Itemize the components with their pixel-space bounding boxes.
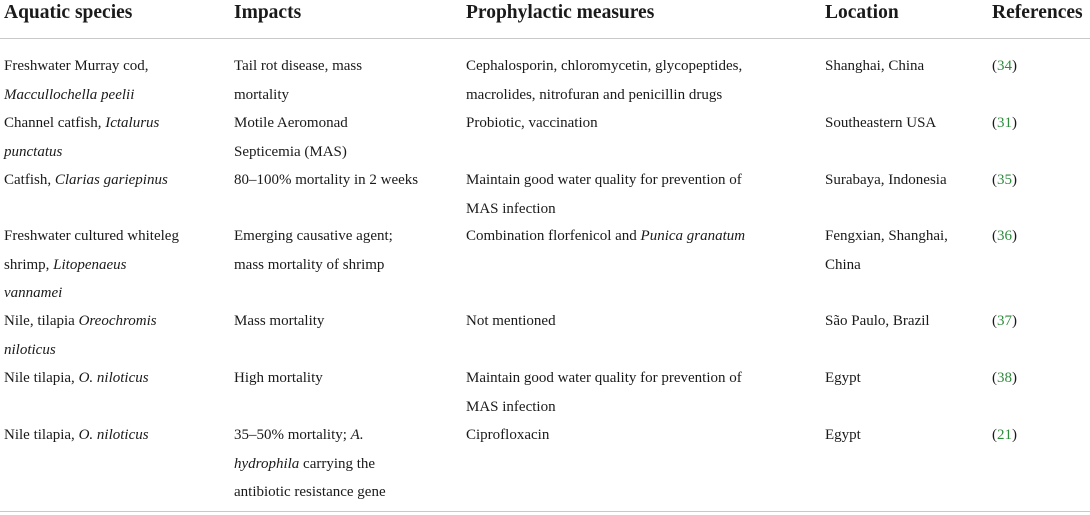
cell-line [825, 307, 930, 336]
cell-measures [466, 364, 742, 421]
cell-species [4, 364, 149, 393]
cell-line [234, 364, 323, 393]
cell-line [4, 138, 159, 167]
cell-location [825, 52, 924, 81]
cell-line [466, 421, 549, 450]
cell-line [4, 279, 179, 308]
cell-line [825, 421, 861, 450]
cell-line [4, 251, 179, 280]
cell-measures [466, 222, 745, 251]
cell-line [825, 222, 948, 251]
italic-text: Clarias gariepinus [54, 172, 168, 188]
cell-line [4, 222, 179, 251]
reference-link[interactable]: 21 [997, 427, 1012, 443]
cell-species [4, 109, 159, 166]
italic-text: Maccullochella peelii [4, 86, 135, 103]
cell-text: Egypt [825, 427, 861, 443]
cell-text: Nile tilapia, [4, 370, 79, 386]
cell-reference: (21) [992, 427, 1017, 443]
cell-line [825, 109, 936, 138]
cell-line [4, 307, 157, 336]
header-location: Location [825, 2, 899, 23]
cell-line [234, 251, 393, 280]
cell-line [4, 52, 149, 81]
cell-text: Nile tilapia, [4, 427, 79, 443]
cell-line [466, 195, 742, 224]
italic-text: O. niloticus [78, 370, 149, 386]
cell-text: Septicemia (MAS) [234, 143, 347, 160]
cell-text: Ciprofloxacin [466, 427, 550, 443]
cell-line [234, 138, 348, 167]
cell-line [466, 52, 742, 81]
cell-line [234, 81, 362, 110]
cell-text: Cephalosporin, chloromycetin, glycopeptides, [466, 58, 743, 74]
cell-text: mass mortality of shrimp [234, 256, 385, 273]
cell-line [825, 166, 947, 195]
italic-text: A. [350, 427, 364, 443]
cell-line [4, 166, 168, 195]
cell-text: MAS infection [466, 200, 556, 217]
italic-text: punctatus [4, 143, 63, 160]
italic-text: niloticus [4, 341, 56, 358]
cell-location [825, 166, 947, 195]
cell-text: Surabaya, Indonesia [825, 172, 947, 188]
cell-line [466, 307, 556, 336]
cell-text: Catfish, [4, 172, 55, 188]
cell-text: São Paulo, Brazil [825, 313, 930, 329]
reference-link[interactable]: 35 [997, 172, 1012, 188]
cell-line [4, 81, 149, 110]
cell-text: Motile Aeromonad [234, 115, 348, 131]
cell-line [234, 166, 418, 195]
italic-text: vannamei [4, 285, 63, 301]
cell-line [234, 222, 393, 251]
cell-measures [466, 421, 549, 450]
cell-text: Maintain good water quality for prevention of [466, 172, 742, 188]
cell-species [4, 421, 149, 450]
cell-text: antibiotic resistance gene [234, 484, 386, 500]
cell-impacts [234, 109, 348, 166]
cell-location [825, 307, 930, 336]
cell-line [466, 222, 745, 251]
cell-text: carrying the [299, 455, 376, 472]
cell-measures [466, 307, 556, 336]
cell-text: Nile, tilapia [4, 313, 79, 329]
cell-impacts [234, 421, 386, 507]
header-aquatic-species: Aquatic species [4, 2, 133, 23]
cell-line [466, 109, 598, 138]
cell-text: Fengxian, Shanghai, [825, 228, 948, 244]
cell-line [234, 307, 324, 336]
cell-impacts [234, 166, 418, 195]
cell-text: High mortality [234, 370, 323, 386]
cell-reference: (37) [992, 313, 1017, 329]
cell-line [466, 81, 742, 110]
reference-link[interactable]: 38 [997, 370, 1012, 386]
cell-text: China [825, 256, 861, 273]
cell-reference: (36) [992, 228, 1017, 244]
cell-line [234, 450, 386, 479]
header-references: References [992, 2, 1083, 23]
reference-link[interactable]: 31 [997, 115, 1012, 131]
cell-impacts [234, 222, 393, 279]
table-header [0, 0, 1090, 38]
cell-line [234, 478, 386, 507]
cell-text: shrimp, [4, 256, 54, 273]
italic-text: Punica granatum [640, 228, 746, 244]
cell-line [825, 251, 948, 280]
header-impacts: Impacts [234, 2, 302, 23]
cell-text: Southeastern USA [825, 115, 937, 131]
cell-reference: (35) [992, 172, 1017, 188]
cell-text: Egypt [825, 370, 861, 386]
cell-species [4, 166, 168, 195]
cell-text: macrolides, nitrofuran and penicillin drugs [466, 86, 723, 103]
cell-line [466, 166, 742, 195]
cell-text: 35–50% mortality; [234, 427, 351, 443]
cell-text: Probiotic, vaccination [466, 115, 598, 131]
cell-measures [466, 109, 598, 138]
cell-species [4, 307, 157, 364]
italic-text: Litopenaeus [53, 256, 127, 273]
cell-text: Maintain good water quality for prevention of [466, 370, 742, 386]
cell-text: Freshwater cultured whiteleg [4, 228, 179, 244]
cell-line [4, 336, 157, 365]
cell-text: mortality [234, 86, 289, 103]
cell-text: Tail rot disease, mass [234, 58, 363, 74]
cell-text: Combination florfenicol and [466, 228, 641, 244]
italic-text: O. niloticus [78, 427, 149, 443]
cell-line [4, 421, 149, 450]
cell-line [825, 364, 861, 393]
cell-text: Shanghai, China [825, 58, 925, 74]
cell-text: Not mentioned [466, 313, 556, 329]
cell-location [825, 421, 861, 450]
cell-measures [466, 166, 742, 223]
italic-text: Oreochromis [78, 313, 157, 329]
cell-species [4, 52, 149, 109]
cell-line [234, 52, 362, 81]
header-prophylactic-measures: Prophylactic measures [466, 2, 655, 23]
cell-text: Channel catfish, [4, 115, 106, 131]
cell-location [825, 222, 948, 279]
cell-line [466, 393, 742, 422]
reference-link[interactable]: 34 [997, 58, 1012, 74]
cell-reference: (31) [992, 115, 1017, 131]
cell-measures [466, 52, 742, 109]
cell-location [825, 364, 861, 393]
bottom-rule [0, 511, 1090, 512]
cell-text: Mass mortality [234, 313, 325, 329]
cell-line [234, 421, 386, 450]
cell-impacts [234, 307, 324, 336]
italic-text: hydrophila [234, 455, 300, 472]
cell-reference: (34) [992, 58, 1017, 74]
cell-impacts [234, 364, 323, 393]
reference-link[interactable]: 36 [997, 228, 1012, 244]
cell-text: 80–100% mortality in 2 weeks [234, 172, 419, 188]
cell-line [234, 109, 348, 138]
cell-location [825, 109, 936, 138]
cell-impacts [234, 52, 362, 109]
cell-line [4, 109, 159, 138]
header-rule [0, 38, 1090, 39]
italic-text: Ictalurus [105, 115, 160, 131]
cell-species [4, 222, 179, 308]
cell-text: MAS infection [466, 398, 556, 415]
reference-link[interactable]: 37 [997, 313, 1012, 329]
cell-line [4, 364, 149, 393]
cell-text: Emerging causative agent; [234, 228, 393, 244]
cell-line [825, 52, 924, 81]
cell-text: Freshwater Murray cod, [4, 58, 149, 74]
cell-reference: (38) [992, 370, 1017, 386]
cell-line [466, 364, 742, 393]
